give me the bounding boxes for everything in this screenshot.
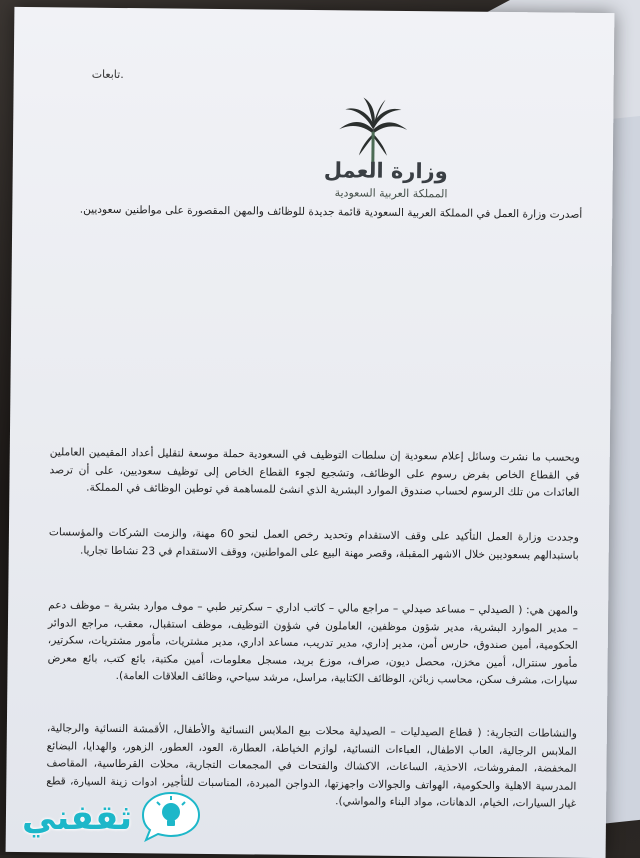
paragraph-professions: والمهن هي: ( الصيدلي – مساعد صيدلي – مراجع مالي – كاتب اداري – سكرتير طبي – موف موارد بشرية – موظف دعم – مدير الموارد البشرية، مدير شؤون موظفين، العاملون في شؤون التوظيف، موظف استقبال، معقب، مراجع الدوائر الحكومية، أمين صندوق، حارس أمن، مدير إداري، مدير تدريب، مساعد اداري، مدير مشتريات، مأمور مشتريات، سكرتير، مأمور سنترال، أمين مخزن، محصل ديون، صراف، موزع بريد، مسجل معلومات، أمين مكتبة، بائع كتب، بائع معرض سيارات، مشرف سكن، محاسب زبائن، الوظائف الكتابية، مراسل، مرشد سياحي، وظائف العلاقات العامة).	[47, 599, 579, 687]
ministry-name: وزارة العمل	[323, 158, 448, 184]
watermark	[10, 790, 210, 850]
intro-paragraph: أصدرت وزارة العمل في المملكة العربية السعودية قائمة جديدة للوظائف والمهن المقصورة على مواطنين سعوديين.	[79, 203, 583, 221]
tabiat-label: تابعات.	[91, 67, 124, 82]
document-page	[6, 7, 615, 858]
kingdom-name: المملكة العربية السعودية	[334, 186, 448, 201]
paragraph-recruitment: وجددت وزارة العمل التأكيد على وقف الاستقدام وتحديد رخص العمل لنحو 60 مهنة، والزمت الشركات والمؤسسات باستبدالهم بسعوديين خلال الاشهر المقبلة، وقصر مهنة البيع على المواطنين، ووقف الاستقدام في 23 نشاطا تجاريا.	[48, 526, 579, 562]
paragraph-activities: والنشاطات التجارية: ( قطاع الصيدليات – الصيدلية محلات بيع الملابس النسائية والأطفال، الأقمشة النسائية والرجالية، الملابس الرجالية، العاب الاطفال، العباءات النسائية، لوازم الخياطة، العطارة، العود، العطور، الزهور، والهدايا، البضائع المخفضة، المفروشات، الاحذية، الساعات، الاكشاك والفتحات في المجمعات التجارية، محلات القرطاسية، المقاصف المدرسية الاهلية والحكومية، الهواتف والجوالات واجهزتها، الدواجن المبردة، المناسبات للتأجير، ادوات زينة السيارة، قطع غيار السيارات، الخيام، الدهانات، مواد البناء والمواشي).	[46, 722, 577, 810]
watermark-text: ثقفني	[22, 798, 132, 838]
palm-tree-logo-icon	[333, 95, 414, 166]
lightbulb-icon	[140, 790, 202, 842]
paragraph-campaign: وبحسب ما نشرت وسائل إعلام سعودية إن سلطات التوظيف في السعودية حملة موسعة لتقليل أعداد المقيمين العاملين في القطاع الخاص بفرض رسوم على الوظائف، وتشجيع لجوء القطاع الخاص إلى توظيف سعوديين، على أن ترصد العائدات من تلك الرسوم لحساب صندوق الموارد البشرية الذي انشئ للمساهمة في توطين الوظائف في المملكة.	[49, 446, 580, 499]
